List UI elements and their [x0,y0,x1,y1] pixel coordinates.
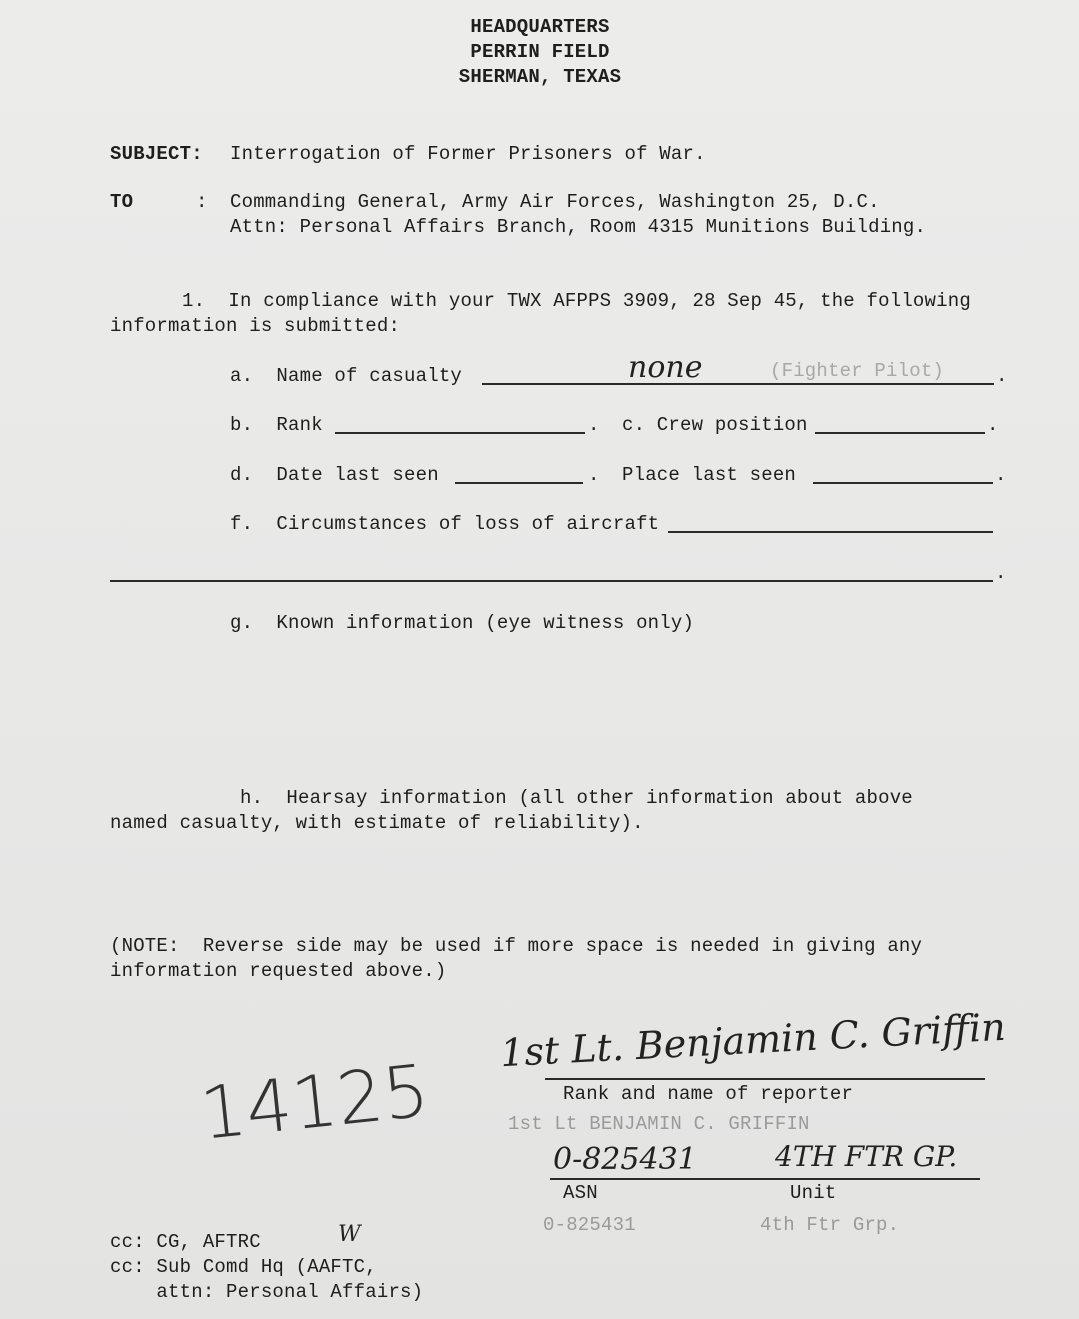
asn-typed: 0-825431 [543,1214,636,1236]
item-a-handwritten-value: none [628,350,703,385]
cc-line-3: attn: Personal Affairs) [110,1281,424,1303]
item-f-blank-line [668,531,993,533]
unit-handwritten: 4TH FTR GP. [775,1140,958,1173]
signature-line [545,1078,985,1080]
asn-unit-line [550,1178,980,1180]
to-line-1: Commanding General, Army Air Forces, Washington 25, D.C. [230,191,880,213]
paragraph-1-line-2: information is submitted: [110,315,401,337]
to-line-2: Attn: Personal Affairs Branch, Room 4315 Munitions Building. [230,216,927,238]
unit-typed: 4th Ftr Grp. [760,1214,900,1236]
item-a-period: . [996,365,1008,387]
paragraph-1-line-1: 1. In compliance with your TWX AFPPS 3909, 28 Sep 45, the following [182,290,971,312]
item-a-label: a. Name of casualty [230,365,463,387]
cc-line-2: cc: Sub Comd Hq (AAFTC, [110,1256,377,1278]
cc-handwritten-initial: W [338,1222,361,1247]
margin-handwritten-number: 14125 [196,1048,433,1156]
item-h-line-1: h. Hearsay information (all other information about above [240,787,913,809]
item-f-period: . [995,562,1007,584]
item-h-line-2: named casualty, with estimate of reliability). [110,812,644,834]
item-b-period: . [588,414,600,436]
cc-line-1: cc: CG, AFTRC [110,1231,261,1253]
item-d-label: d. Date last seen [230,464,439,486]
note-line-1: (NOTE: Reverse side may be used if more space is needed in giving any [110,935,923,957]
item-d-period: . [588,464,600,486]
item-d-blank-line [455,482,583,484]
unit-label: Unit [790,1182,837,1204]
item-c-period: . [987,414,999,436]
rank-name-label: Rank and name of reporter [563,1083,854,1105]
item-e-blank-line [813,482,993,484]
note-line-2: information requested above.) [110,960,447,982]
item-e-period: . [995,464,1007,486]
subject-label: SUBJECT: [110,143,203,165]
asn-handwritten: 0-825431 [553,1142,697,1177]
item-a-note: (Fighter Pilot) [770,360,945,382]
header-headquarters: HEADQUARTERS [470,16,610,38]
item-f-continuation-line [110,580,993,582]
header-perrin-field: PERRIN FIELD [470,41,610,63]
to-colon: : [196,191,208,213]
item-c-blank-line [815,432,985,434]
item-c-label: c. Crew position [622,414,808,436]
item-a-blank-line [482,383,994,385]
reporter-signature: 1st Lt. Benjamin C. Griffin [499,1004,1007,1076]
item-e-label: Place last seen [622,464,797,486]
asn-label: ASN [563,1182,598,1204]
item-f-label: f. Circumstances of loss of aircraft [230,513,660,535]
to-label: TO [110,191,134,213]
typed-reporter-name: 1st Lt BENJAMIN C. GRIFFIN [508,1113,810,1135]
item-b-label: b. Rank [230,414,323,436]
item-g-label: g. Known information (eye witness only) [230,612,695,634]
header-sherman-texas: SHERMAN, TEXAS [458,66,622,88]
item-b-blank-line [335,432,585,434]
subject-text: Interrogation of Former Prisoners of War. [230,143,706,165]
